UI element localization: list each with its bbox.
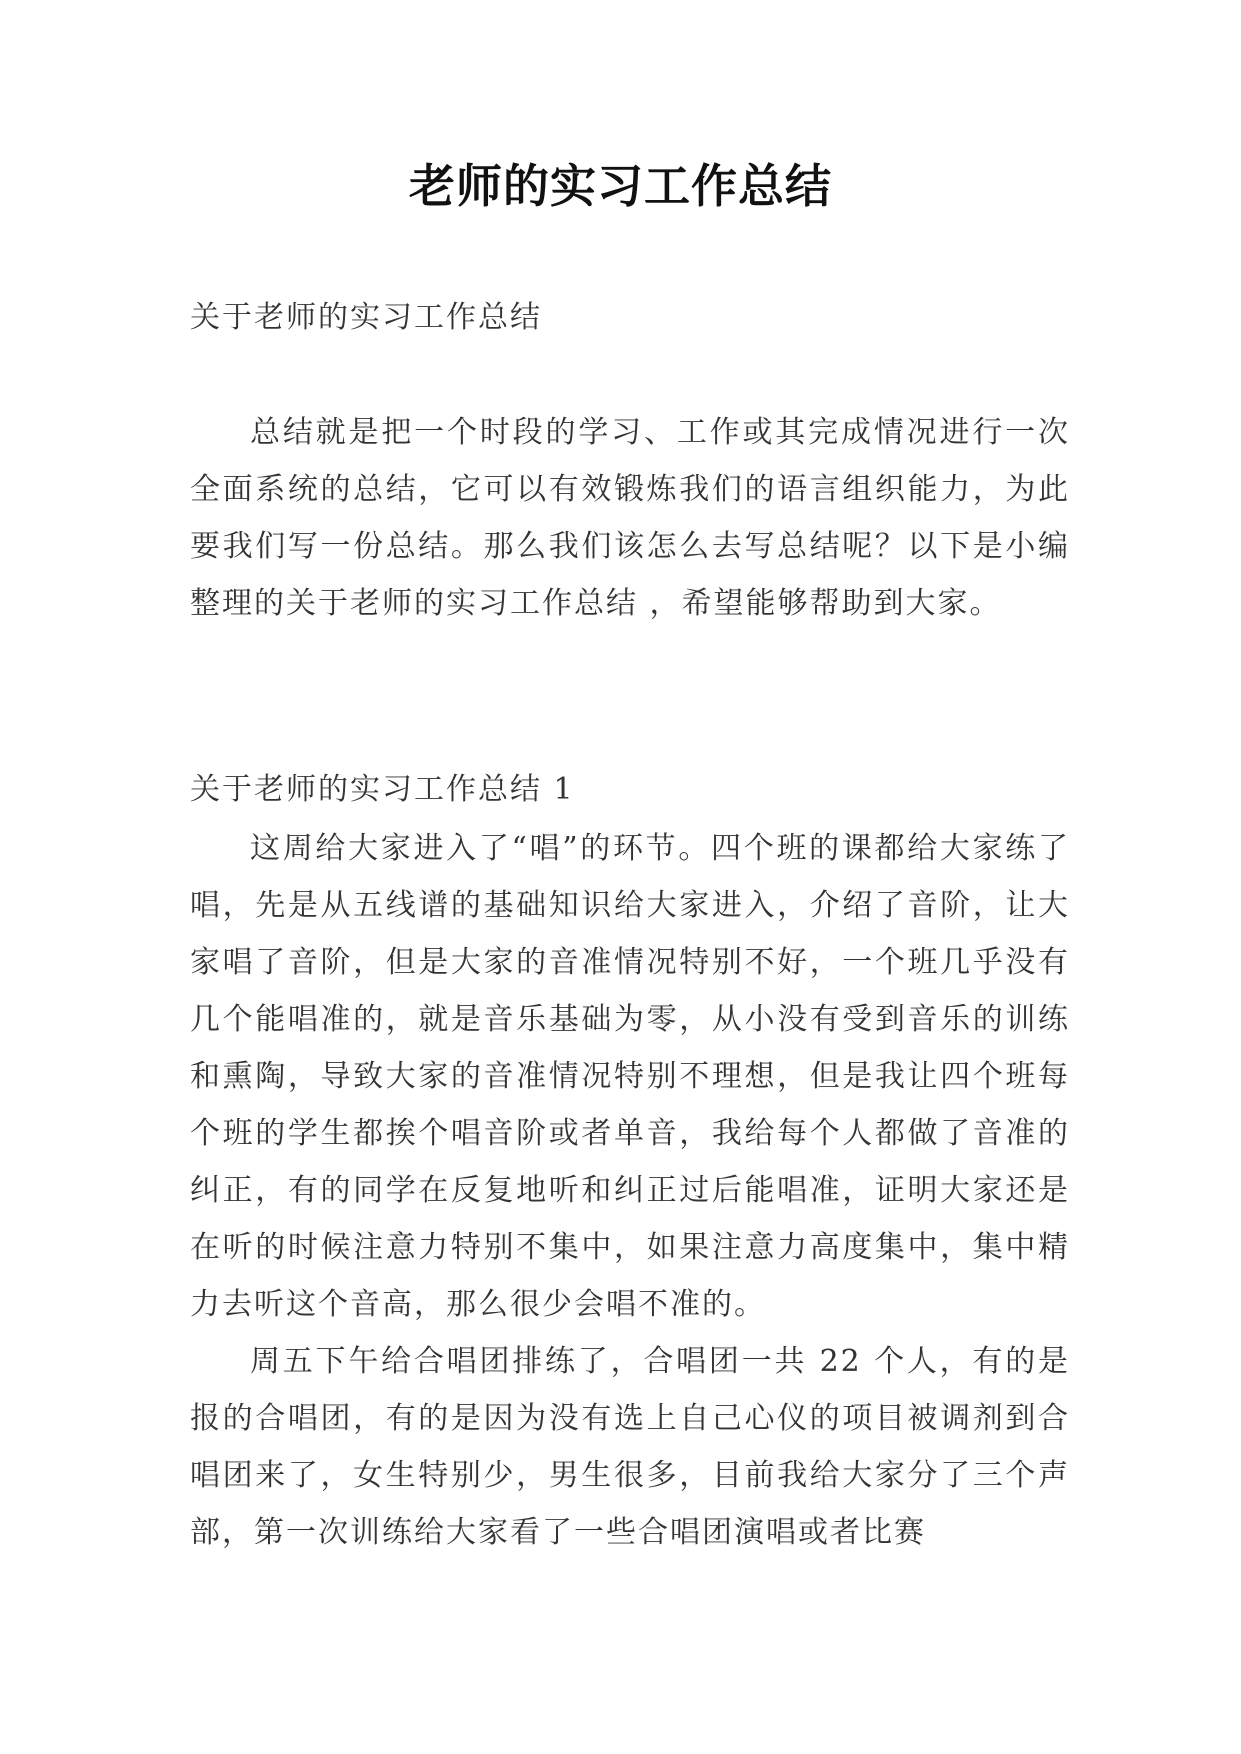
document-subtitle: 关于老师的实习工作总结	[190, 300, 542, 335]
section-heading: 关于老师的实习工作总结 1	[190, 772, 575, 807]
document-title: 老师的实习工作总结	[409, 159, 832, 213]
intro-block	[190, 404, 1070, 632]
body-paragraph: 这周给大家进入了“唱”的环节。四个班的课都给大家练了唱，先是从五线谱的基础知识给大家进入，介绍了音阶，让大家唱了音阶，但是大家的音准情况特别不好，一个班几乎没有几个能唱准的，就是音乐基础为零，从小没有受到音乐的训练和熏陶，导致大家的音准情况特别不理想，但是我让四个班每个班的学生都挨个唱音阶或者单音，我给每个人都做了音准的纠正，有的同学在反复地听和纠正过后能唱准，证明大家还是在听的时候注意力特别不集中，如果注意力高度集中，集中精力去听这个音高，那么很少会唱不准的。	[190, 831, 1070, 1322]
intro-paragraph: 总结就是把一个时段的学习、工作或其完成情况进行一次全面系统的总结，它可以有效锻炼我们的语言组织能力，为此要我们写一份总结。那么我们该怎么去写总结呢？以下是小编整理的关于老师的实习工作总结 ，希望能够帮助到大家。	[190, 415, 1070, 621]
section-body	[190, 820, 1070, 1561]
body-paragraph: 周五下午给合唱团排练了，合唱团一共 22 个人，有的是报的合唱团，有的是因为没有选上自己心仪的项目被调剂到合唱团来了，女生特别少，男生很多，目前我给大家分了三个声部，第一次训练给大家看了一些合唱团演唱或者比赛	[190, 1344, 1070, 1550]
